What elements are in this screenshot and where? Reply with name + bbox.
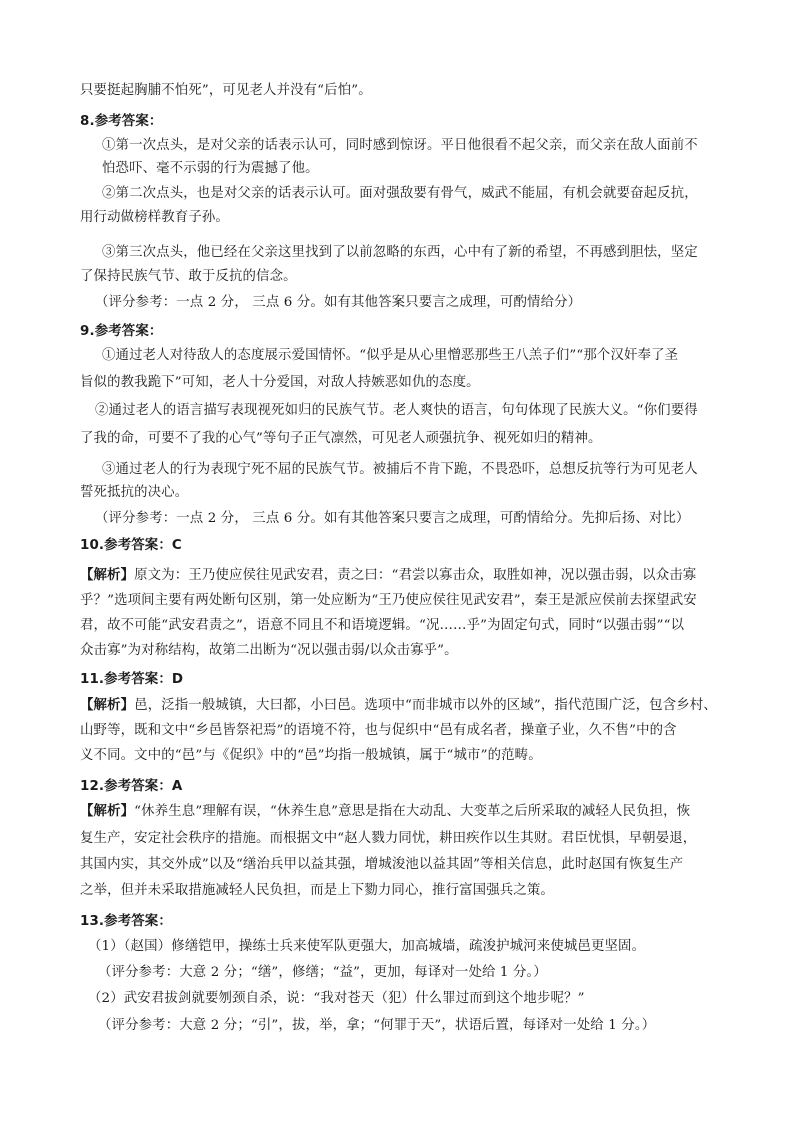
text-line: 怕恐吓、毫不示弱的行为震撼了他。 — [102, 161, 319, 176]
text-line: ②第二次点头，也是对父亲的话表示认可。面对强敌要有骨气，威武不能屈，有机会就要奋起反抗， — [102, 186, 698, 201]
text-line: 了我的命，可要不了我的心气”等句子正气凛然，可见老人顽强抗争、视死如归的精神。 — [80, 431, 602, 446]
text-line: 复生产，安定社会秩序的措施。而根据文中“赵人戮力同忧，耕田疾作以生其财。君臣忧惧，早朝晏退， — [80, 831, 697, 846]
answer-heading-11: 11.参考答案：D — [80, 672, 184, 687]
text-line: ①第一次点头，是对父亲的话表示认可，同时感到惊讶。平日他很看不起父亲，而父亲在敌人面前不 — [102, 138, 698, 153]
analysis-line: 【解析】“休养生息”理解有误，“休养生息”意思是指在大动乱、大变革之后所采取的减轻人民负担，恢 — [80, 804, 691, 819]
text-line: 之举，但并未采取措施减轻人民负担，而是上下勠力同心，推行富国强兵之策。 — [80, 883, 554, 898]
scoring-note: （评分参考：大意 2 分；“引”，拔，举，拿；“何罪于天”，状语后置，每译对一处给 1 分。） — [98, 1018, 656, 1033]
text-line: 义不同。文中的“邑”与《促织》中的“邑”均指一般城镇，属于“城市”的范畴。 — [80, 748, 542, 763]
text-line: ③第三次点头，他已经在父亲这里找到了以前忽略的东西，心中有了新的希望，不再感到胆怯，坚定 — [102, 245, 698, 260]
text-line: ②通过老人的语言描写表现视死如归的民族气节。老人爽快的语言，句句体现了民族大义。“你们要得 — [95, 403, 698, 418]
analysis-tag: 【解析】 — [80, 804, 135, 819]
text-line: 山野等，既和文中“乡邑皆祭祀焉”的语境不符，也与促织中“邑有成名者，操童子业，久不售”中的含 — [80, 723, 677, 738]
analysis-line: 【解析】邑，泛指一般城镇，大曰都，小曰邑。选项中“而非城市以外的区域”，指代范围广泛，包含乡村、 — [80, 698, 717, 713]
answer-heading-8: 8.参考答案： — [80, 114, 163, 129]
text-line: ①通过老人对待敌人的态度展示爱国情怀。“似乎是从心里憎恶那些王八羔子们”“那个汉奸奉了圣 — [102, 348, 679, 363]
answer-heading-12: 12.参考答案：A — [80, 779, 183, 794]
analysis-line: 【解析】原文为：王乃使应侯往见武安君，责之曰：“君尝以寡击众，取胜如神，况以强击弱，以众击寡 — [80, 568, 697, 583]
scoring-note: （评分参考：大意 2 分；“缮”，修缮；“益”，更加，每译对一处给 1 分。） — [98, 965, 547, 980]
answer-heading-10: 10.参考答案：C — [80, 538, 182, 553]
text-line: 只要挺起胸脯不怕死”，可见老人并没有“后怕”。 — [80, 83, 372, 98]
analysis-tag: 【解析】 — [80, 698, 135, 713]
text-line: ③通过老人的行为表现宁死不屈的民族气节。被捕后不肯下跪，不畏恐吓，总想反抗等行为可见老人 — [102, 462, 698, 477]
scoring-note: （评分参考：一点 2 分， 三点 6 分。如有其他答案只要言之成理，可酌情给分。先抑后扬、对比） — [95, 511, 690, 526]
text-line: 誓死抵抗的决心。 — [80, 485, 189, 500]
scoring-note: （评分参考：一点 2 分， 三点 6 分。如有其他答案只要言之成理，可酌情给分） — [95, 295, 582, 310]
text-line: 君，故不可能“武安君责之”，语意不同且不和语境逻辑。“况……乎”为固定句式，同时“以强击弱”“以 — [80, 618, 685, 633]
text-line: 其国内实，其交外成”以及“缮治兵甲以益其强，增城浚池以益其固”等相关信息，此时赵国有恢复生产 — [80, 857, 684, 872]
text-line: （2）武安君拔剑就要刎颈自杀，说：“我对苍天（犯）什么罪过而到这个地步呢？” — [88, 991, 585, 1006]
text-line: 旨似的教我跪下”可知，老人十分爱国，对敌人持嫉恶如仇的态度。 — [80, 375, 480, 390]
text-line: 用行动做榜样教育子孙。 — [80, 210, 229, 225]
analysis-tag: 【解析】 — [80, 568, 135, 583]
text-line: 众击寡”为对称结构，故第二出断为“况以强击弱/以众击寡乎”。 — [80, 643, 458, 658]
text-line: （1）（赵国）修缮铠甲，操练士兵来使军队更强大，加高城墙，疏浚护城河来使城邑更坚固。 — [88, 939, 646, 954]
answer-heading-9: 9.参考答案： — [80, 324, 163, 339]
answer-heading-13: 13.参考答案： — [80, 914, 172, 929]
text-line: 了保持民族气节、敢于反抗的信念。 — [80, 269, 297, 284]
text-line: 乎？”选项间主要有两处断句区别，第一处应断为“王乃使应侯往见武安君”，秦王是派应侯前去探望武安 — [80, 593, 697, 608]
